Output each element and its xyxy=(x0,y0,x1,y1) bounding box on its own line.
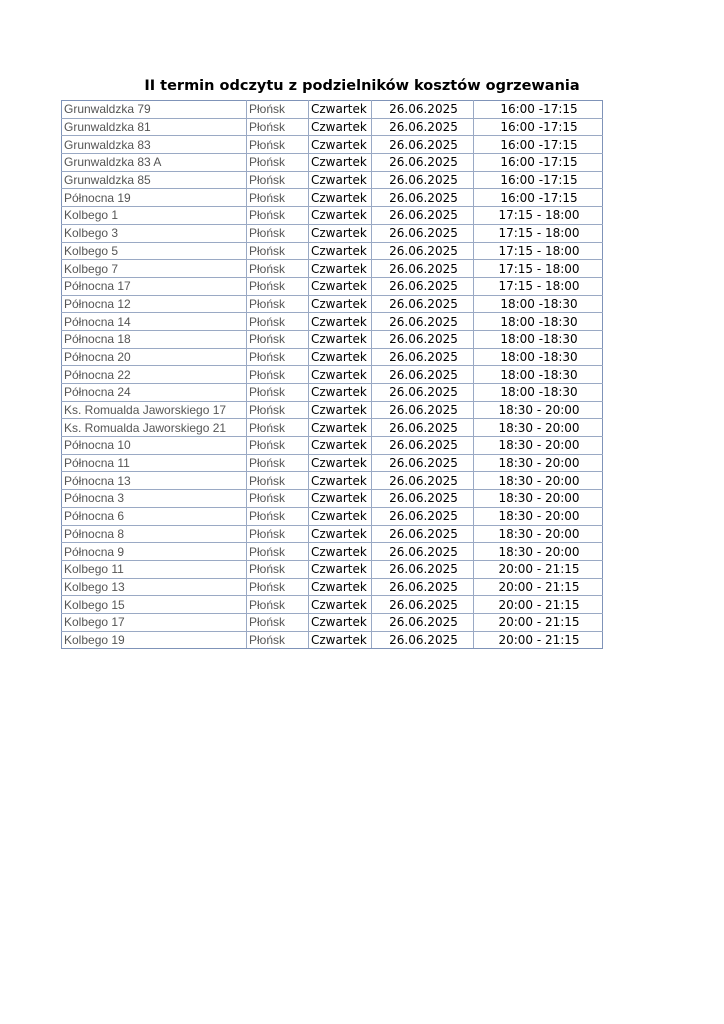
street-cell: Grunwaldzka 83 A xyxy=(62,154,247,172)
street-cell: Północna 10 xyxy=(62,437,247,455)
table-row xyxy=(62,154,603,172)
day-cell: Czwartek xyxy=(309,525,372,543)
table-row xyxy=(62,295,603,313)
time-cell: 18:30 - 20:00 xyxy=(474,543,603,561)
day-cell: Czwartek xyxy=(309,472,372,490)
time-cell: 16:00 -17:15 xyxy=(474,154,603,172)
street-cell: Kolbego 5 xyxy=(62,242,247,260)
day-cell: Czwartek xyxy=(309,631,372,649)
table-row xyxy=(62,631,603,649)
date-cell: 26.06.2025 xyxy=(372,101,474,119)
time-cell: 17:15 - 18:00 xyxy=(474,207,603,225)
table-row xyxy=(62,525,603,543)
city-cell: Płońsk xyxy=(247,401,309,419)
city-cell: Płońsk xyxy=(247,472,309,490)
street-cell: Północna 22 xyxy=(62,366,247,384)
day-cell: Czwartek xyxy=(309,419,372,437)
day-cell: Czwartek xyxy=(309,596,372,614)
table-row xyxy=(62,543,603,561)
street-cell: Grunwaldzka 85 xyxy=(62,171,247,189)
city-cell: Płońsk xyxy=(247,330,309,348)
city-cell: Płońsk xyxy=(247,578,309,596)
day-cell: Czwartek xyxy=(309,507,372,525)
date-cell: 26.06.2025 xyxy=(372,560,474,578)
schedule-table xyxy=(61,100,603,649)
table-row xyxy=(62,224,603,242)
date-cell: 26.06.2025 xyxy=(372,507,474,525)
city-cell: Płońsk xyxy=(247,419,309,437)
table-row xyxy=(62,207,603,225)
city-cell: Płońsk xyxy=(247,260,309,278)
date-cell: 26.06.2025 xyxy=(372,490,474,508)
street-cell: Grunwaldzka 81 xyxy=(62,118,247,136)
city-cell: Płońsk xyxy=(247,348,309,366)
date-cell: 26.06.2025 xyxy=(372,313,474,331)
table-row xyxy=(62,560,603,578)
date-cell: 26.06.2025 xyxy=(372,419,474,437)
city-cell: Płońsk xyxy=(247,277,309,295)
city-cell: Płońsk xyxy=(247,207,309,225)
time-cell: 18:00 -18:30 xyxy=(474,384,603,402)
day-cell: Czwartek xyxy=(309,560,372,578)
day-cell: Czwartek xyxy=(309,101,372,119)
street-cell: Kolbego 19 xyxy=(62,631,247,649)
table-row xyxy=(62,101,603,119)
table-row xyxy=(62,578,603,596)
date-cell: 26.06.2025 xyxy=(372,207,474,225)
date-cell: 26.06.2025 xyxy=(372,525,474,543)
street-cell: Kolbego 13 xyxy=(62,578,247,596)
day-cell: Czwartek xyxy=(309,348,372,366)
day-cell: Czwartek xyxy=(309,401,372,419)
street-cell: Północna 6 xyxy=(62,507,247,525)
time-cell: 20:00 - 21:15 xyxy=(474,578,603,596)
day-cell: Czwartek xyxy=(309,313,372,331)
street-cell: Kolbego 1 xyxy=(62,207,247,225)
city-cell: Płońsk xyxy=(247,313,309,331)
day-cell: Czwartek xyxy=(309,490,372,508)
time-cell: 18:30 - 20:00 xyxy=(474,419,603,437)
street-cell: Grunwaldzka 83 xyxy=(62,136,247,154)
date-cell: 26.06.2025 xyxy=(372,118,474,136)
street-cell: Północna 17 xyxy=(62,277,247,295)
street-cell: Północna 24 xyxy=(62,384,247,402)
city-cell: Płońsk xyxy=(247,384,309,402)
date-cell: 26.06.2025 xyxy=(372,401,474,419)
table-row xyxy=(62,507,603,525)
time-cell: 18:00 -18:30 xyxy=(474,313,603,331)
street-cell: Północna 12 xyxy=(62,295,247,313)
table-row xyxy=(62,596,603,614)
date-cell: 26.06.2025 xyxy=(372,224,474,242)
table-row xyxy=(62,118,603,136)
table-row xyxy=(62,401,603,419)
city-cell: Płońsk xyxy=(247,507,309,525)
day-cell: Czwartek xyxy=(309,437,372,455)
day-cell: Czwartek xyxy=(309,366,372,384)
time-cell: 17:15 - 18:00 xyxy=(474,277,603,295)
time-cell: 18:30 - 20:00 xyxy=(474,472,603,490)
table-row xyxy=(62,613,603,631)
date-cell: 26.06.2025 xyxy=(372,189,474,207)
city-cell: Płońsk xyxy=(247,101,309,119)
table-row xyxy=(62,419,603,437)
table-row xyxy=(62,242,603,260)
city-cell: Płońsk xyxy=(247,543,309,561)
date-cell: 26.06.2025 xyxy=(372,613,474,631)
day-cell: Czwartek xyxy=(309,613,372,631)
street-cell: Ks. Romualda Jaworskiego 17 xyxy=(62,401,247,419)
time-cell: 16:00 -17:15 xyxy=(474,171,603,189)
street-cell: Północna 19 xyxy=(62,189,247,207)
day-cell: Czwartek xyxy=(309,171,372,189)
street-cell: Kolbego 17 xyxy=(62,613,247,631)
time-cell: 16:00 -17:15 xyxy=(474,136,603,154)
date-cell: 26.06.2025 xyxy=(372,631,474,649)
table-row xyxy=(62,454,603,472)
time-cell: 18:00 -18:30 xyxy=(474,330,603,348)
city-cell: Płońsk xyxy=(247,613,309,631)
day-cell: Czwartek xyxy=(309,118,372,136)
time-cell: 18:30 - 20:00 xyxy=(474,507,603,525)
time-cell: 16:00 -17:15 xyxy=(474,101,603,119)
city-cell: Płońsk xyxy=(247,596,309,614)
day-cell: Czwartek xyxy=(309,189,372,207)
city-cell: Płońsk xyxy=(247,366,309,384)
city-cell: Płońsk xyxy=(247,295,309,313)
street-cell: Północna 20 xyxy=(62,348,247,366)
table-row xyxy=(62,260,603,278)
city-cell: Płońsk xyxy=(247,525,309,543)
table-row xyxy=(62,472,603,490)
street-cell: Północna 18 xyxy=(62,330,247,348)
street-cell: Kolbego 11 xyxy=(62,560,247,578)
city-cell: Płońsk xyxy=(247,437,309,455)
street-cell: Północna 9 xyxy=(62,543,247,561)
day-cell: Czwartek xyxy=(309,384,372,402)
city-cell: Płońsk xyxy=(247,490,309,508)
city-cell: Płońsk xyxy=(247,242,309,260)
table-row xyxy=(62,384,603,402)
date-cell: 26.06.2025 xyxy=(372,543,474,561)
time-cell: 18:00 -18:30 xyxy=(474,348,603,366)
time-cell: 18:30 - 20:00 xyxy=(474,525,603,543)
table-row xyxy=(62,348,603,366)
date-cell: 26.06.2025 xyxy=(372,242,474,260)
time-cell: 20:00 - 21:15 xyxy=(474,596,603,614)
table-row xyxy=(62,490,603,508)
city-cell: Płońsk xyxy=(247,171,309,189)
table-row xyxy=(62,136,603,154)
street-cell: Północna 11 xyxy=(62,454,247,472)
date-cell: 26.06.2025 xyxy=(372,578,474,596)
street-cell: Północna 13 xyxy=(62,472,247,490)
time-cell: 18:00 -18:30 xyxy=(474,366,603,384)
time-cell: 20:00 - 21:15 xyxy=(474,613,603,631)
date-cell: 26.06.2025 xyxy=(372,277,474,295)
day-cell: Czwartek xyxy=(309,136,372,154)
time-cell: 16:00 -17:15 xyxy=(474,189,603,207)
city-cell: Płońsk xyxy=(247,631,309,649)
street-cell: Kolbego 7 xyxy=(62,260,247,278)
street-cell: Północna 8 xyxy=(62,525,247,543)
table-row xyxy=(62,330,603,348)
table-row xyxy=(62,313,603,331)
time-cell: 20:00 - 21:15 xyxy=(474,560,603,578)
date-cell: 26.06.2025 xyxy=(372,295,474,313)
city-cell: Płońsk xyxy=(247,154,309,172)
city-cell: Płońsk xyxy=(247,118,309,136)
day-cell: Czwartek xyxy=(309,242,372,260)
street-cell: Grunwaldzka 79 xyxy=(62,101,247,119)
time-cell: 18:30 - 20:00 xyxy=(474,454,603,472)
day-cell: Czwartek xyxy=(309,578,372,596)
date-cell: 26.06.2025 xyxy=(372,454,474,472)
day-cell: Czwartek xyxy=(309,154,372,172)
city-cell: Płońsk xyxy=(247,224,309,242)
city-cell: Płońsk xyxy=(247,136,309,154)
date-cell: 26.06.2025 xyxy=(372,437,474,455)
city-cell: Płońsk xyxy=(247,560,309,578)
date-cell: 26.06.2025 xyxy=(372,472,474,490)
schedule-table-body xyxy=(62,101,603,649)
table-row xyxy=(62,437,603,455)
date-cell: 26.06.2025 xyxy=(372,596,474,614)
time-cell: 20:00 - 21:15 xyxy=(474,631,603,649)
time-cell: 17:15 - 18:00 xyxy=(474,242,603,260)
day-cell: Czwartek xyxy=(309,454,372,472)
time-cell: 17:15 - 18:00 xyxy=(474,260,603,278)
time-cell: 18:30 - 20:00 xyxy=(474,490,603,508)
time-cell: 18:30 - 20:00 xyxy=(474,401,603,419)
table-row xyxy=(62,189,603,207)
city-cell: Płońsk xyxy=(247,454,309,472)
date-cell: 26.06.2025 xyxy=(372,171,474,189)
date-cell: 26.06.2025 xyxy=(372,384,474,402)
table-row xyxy=(62,277,603,295)
street-cell: Północna 3 xyxy=(62,490,247,508)
street-cell: Kolbego 3 xyxy=(62,224,247,242)
day-cell: Czwartek xyxy=(309,207,372,225)
page-title: II termin odczytu z podzielników kosztów ogrzewania xyxy=(144,78,580,94)
table-row xyxy=(62,171,603,189)
day-cell: Czwartek xyxy=(309,543,372,561)
date-cell: 26.06.2025 xyxy=(372,136,474,154)
city-cell: Płońsk xyxy=(247,189,309,207)
date-cell: 26.06.2025 xyxy=(372,330,474,348)
day-cell: Czwartek xyxy=(309,277,372,295)
street-cell: Kolbego 15 xyxy=(62,596,247,614)
day-cell: Czwartek xyxy=(309,260,372,278)
date-cell: 26.06.2025 xyxy=(372,260,474,278)
day-cell: Czwartek xyxy=(309,224,372,242)
street-cell: Północna 14 xyxy=(62,313,247,331)
day-cell: Czwartek xyxy=(309,330,372,348)
table-row xyxy=(62,366,603,384)
time-cell: 18:30 - 20:00 xyxy=(474,437,603,455)
time-cell: 17:15 - 18:00 xyxy=(474,224,603,242)
time-cell: 16:00 -17:15 xyxy=(474,118,603,136)
street-cell: Ks. Romualda Jaworskiego 21 xyxy=(62,419,247,437)
date-cell: 26.06.2025 xyxy=(372,154,474,172)
time-cell: 18:00 -18:30 xyxy=(474,295,603,313)
day-cell: Czwartek xyxy=(309,295,372,313)
date-cell: 26.06.2025 xyxy=(372,366,474,384)
date-cell: 26.06.2025 xyxy=(372,348,474,366)
